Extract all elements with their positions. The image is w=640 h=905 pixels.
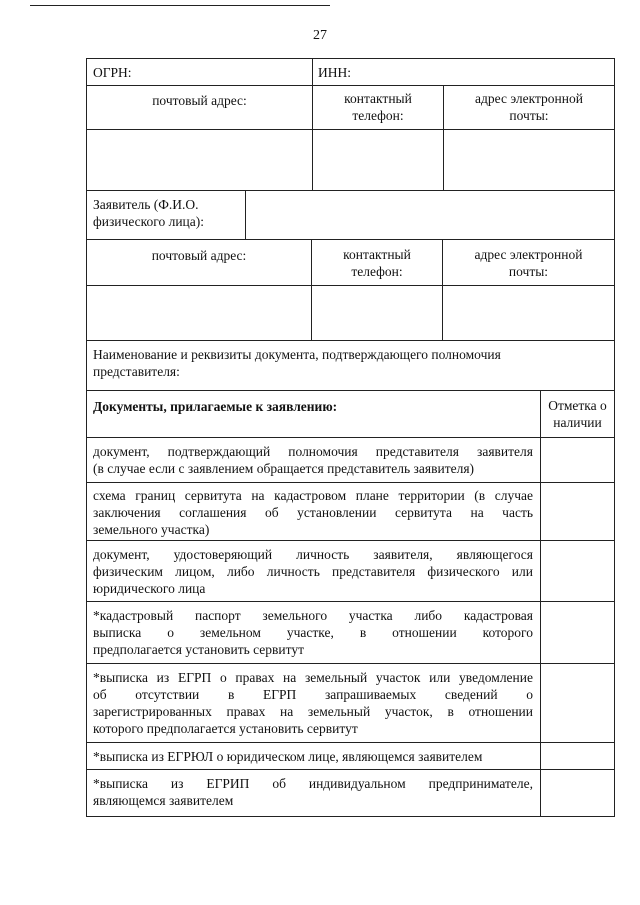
document-check-cell[interactable]: [540, 663, 615, 743]
document-row-text: (в случае если с заявлением обращается представитель заявителя): [93, 461, 475, 476]
person-email-label-1: адрес электронной: [474, 247, 583, 262]
inn-label: ИНН:: [318, 65, 351, 80]
person-phone-label-2: телефон:: [351, 264, 403, 279]
document-row-text: заключения соглашения об установлении сервитута на часть: [93, 505, 533, 520]
document-row-text: являющемся заявителем: [93, 793, 234, 808]
org-email-input[interactable]: [443, 129, 615, 191]
document-row-text: земельного участка): [93, 522, 210, 537]
document-row-text: схема границ сервитута на кадастровом плане территории (в случае: [93, 488, 533, 503]
document-check-cell[interactable]: [540, 769, 615, 817]
person-phone-input[interactable]: [311, 285, 443, 341]
document-row-text: физическим лицом, либо личность представителя физического или: [93, 564, 533, 579]
person-postal-address-input[interactable]: [86, 285, 312, 341]
org-email-label-1: адрес электронной: [475, 91, 583, 106]
document-row-text: *кадастровый паспорт земельного участка либо кадастровая: [93, 608, 533, 623]
document-row-text: юридического лица: [93, 581, 206, 596]
person-name-label-1: Заявитель (Ф.И.О.: [93, 197, 199, 212]
person-email-input[interactable]: [442, 285, 615, 341]
org-postal-address-input[interactable]: [86, 129, 313, 191]
page-number: 27: [313, 28, 327, 43]
mark-header-1: Отметка о: [548, 398, 607, 413]
document-check-cell[interactable]: [540, 437, 615, 483]
document-check-cell[interactable]: [540, 540, 615, 602]
document-check-cell[interactable]: [540, 601, 615, 664]
representative-doc-label-2: представителя:: [93, 364, 180, 379]
person-postal-address-label: почтовый адрес:: [151, 248, 247, 263]
document-check-cell[interactable]: [540, 742, 615, 770]
document-row-text: об отсутствии в ЕГРП запрашиваемых сведений о: [93, 687, 533, 702]
mark-header-2: наличии: [553, 415, 602, 430]
person-email-label-2: почты:: [508, 264, 549, 279]
org-email-label-2: почты:: [509, 108, 549, 123]
org-phone-input[interactable]: [312, 129, 444, 191]
document-row-text: которого предполагается установить сервитут: [93, 721, 358, 736]
document-row-text: документ, подтверждающий полномочия представителя заявителя: [93, 444, 533, 459]
inn-cell[interactable]: [312, 58, 615, 86]
top-rule: [30, 5, 330, 6]
ogrn-label: ОГРН:: [93, 65, 132, 80]
representative-doc-label-1: Наименование и реквизиты документа, подтверждающего полномочия: [93, 347, 501, 362]
person-name-input[interactable]: [245, 190, 615, 240]
document-row-text: зарегистрированных правах на земельный участок, в отношении: [93, 704, 533, 719]
document-row-text: *выписка из ЕГРЮЛ о юридическом лице, являющемся заявителем: [93, 749, 483, 764]
document-row-text: предполагается установить сервитут: [93, 642, 305, 657]
document-row-text: *выписка из ЕГРП о правах на земельный участок или уведомление: [93, 670, 533, 685]
person-name-label-2: физического лица):: [93, 214, 205, 229]
org-phone-label-2: телефон:: [352, 108, 404, 123]
documents-header: Документы, прилагаемые к заявлению:: [93, 399, 338, 414]
document-row-text: *выписка из ЕГРИП об индивидуальном предпринимателе,: [93, 776, 533, 791]
document-row-text: документ, удостоверяющий личность заявителя, являющегося: [93, 547, 533, 562]
org-phone-label-1: контактный: [344, 91, 412, 106]
person-phone-label-1: контактный: [343, 247, 411, 262]
document-check-cell[interactable]: [540, 482, 615, 541]
document-row-text: выписка о земельном участке, в отношении которого: [93, 625, 533, 640]
org-postal-address-label: почтовый адрес:: [152, 93, 247, 108]
